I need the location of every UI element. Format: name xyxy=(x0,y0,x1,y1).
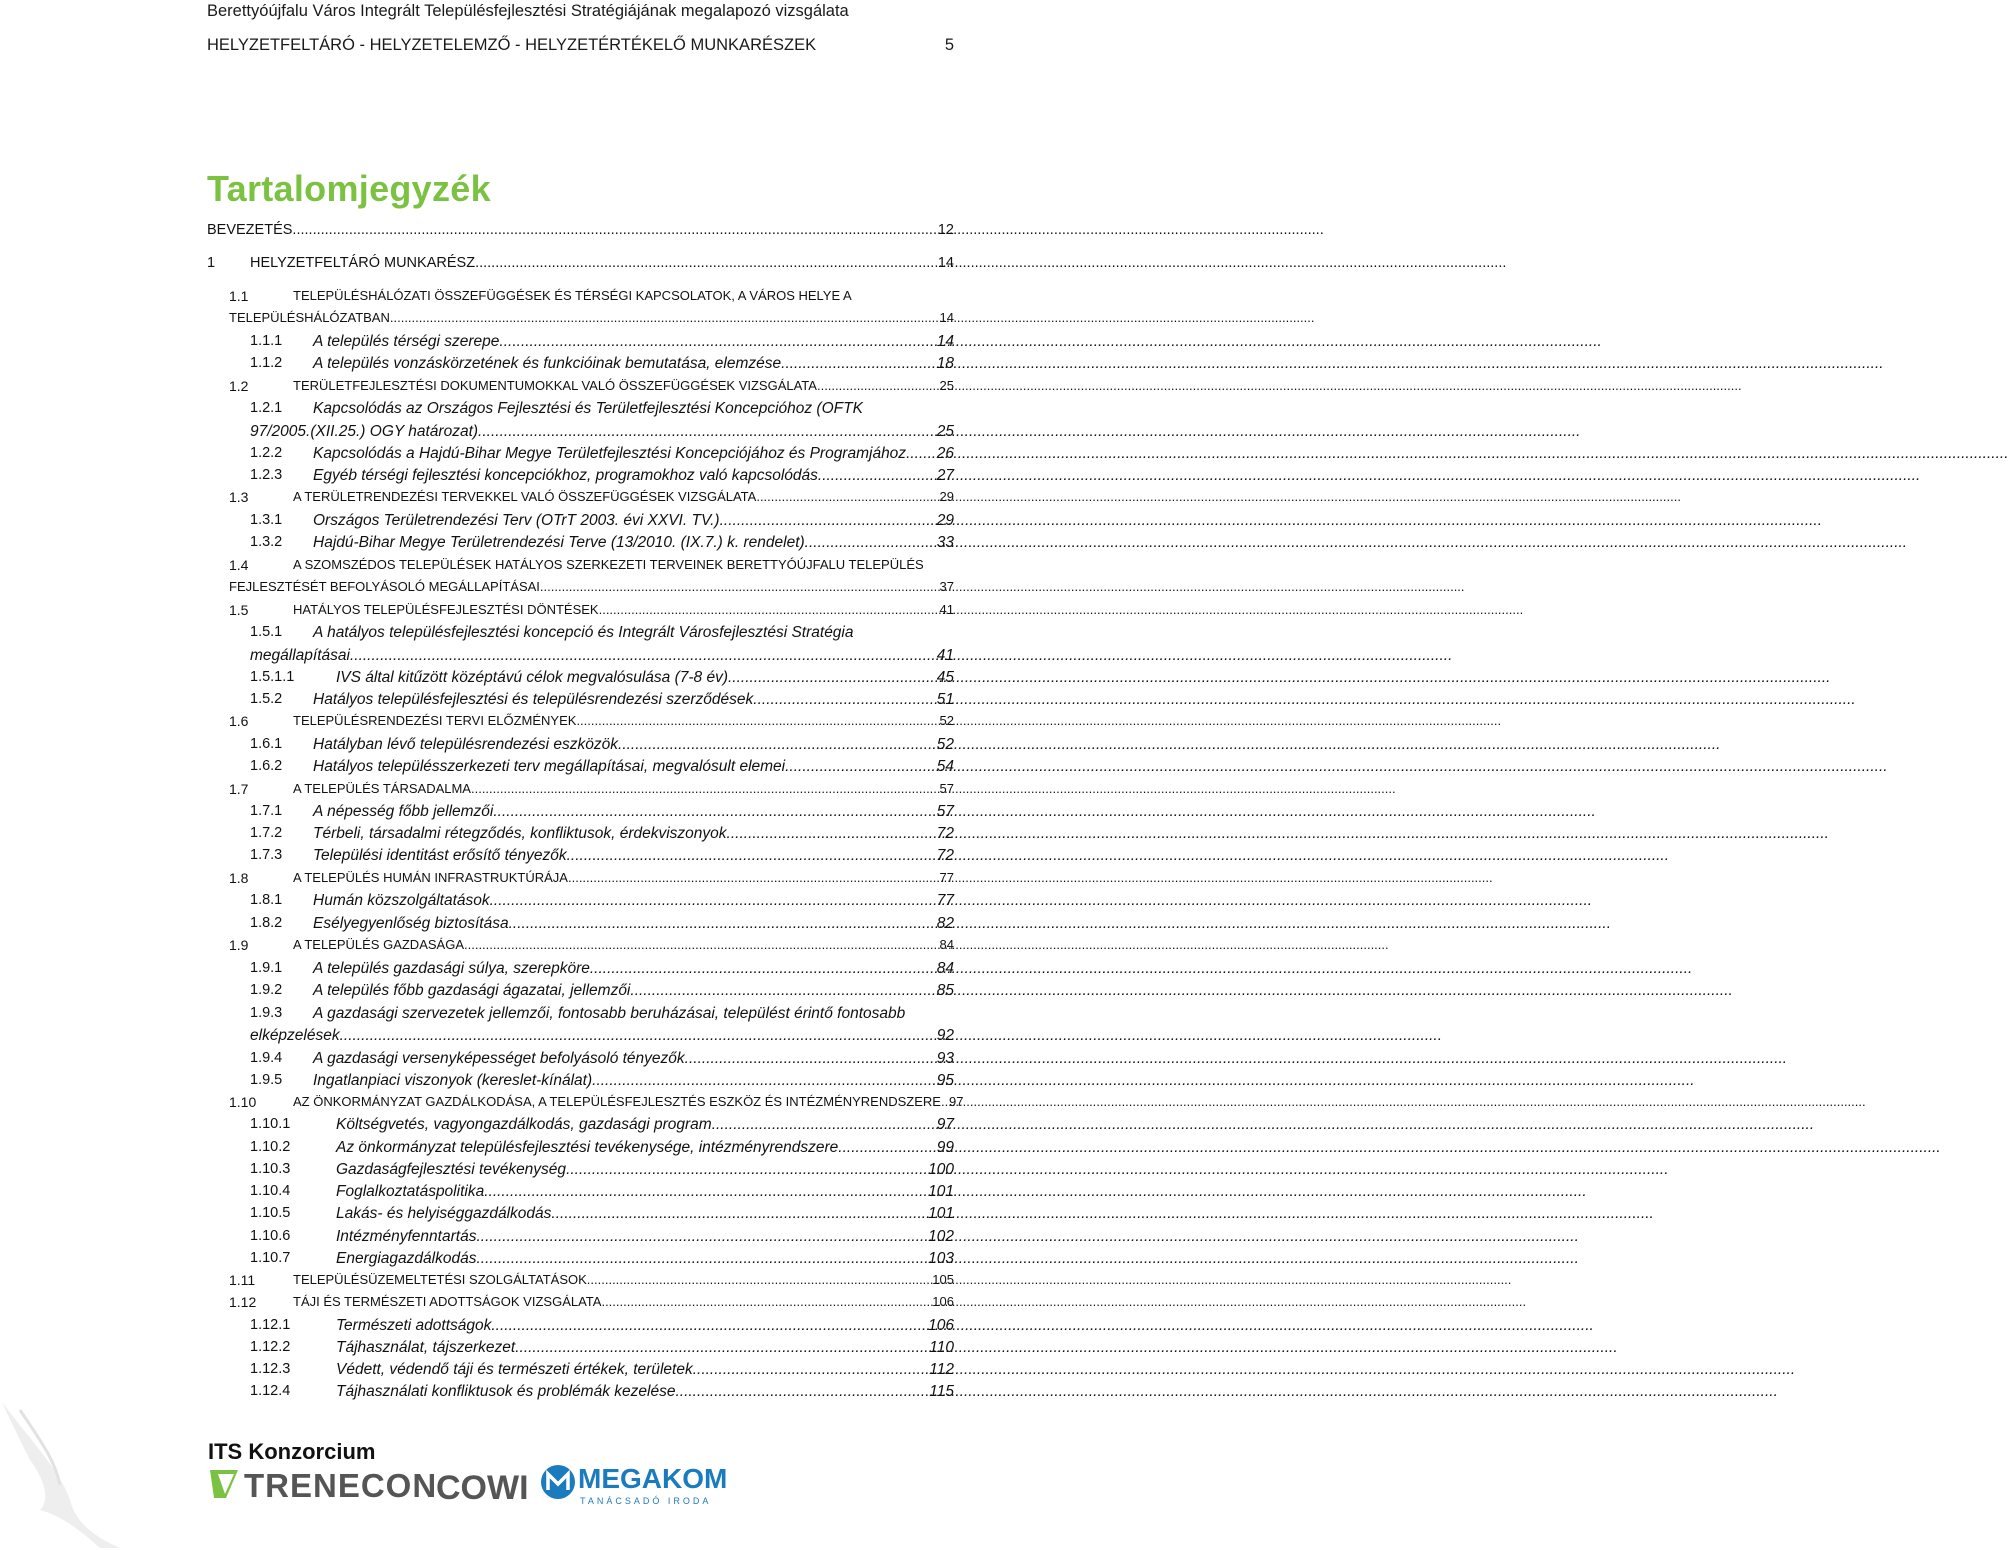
toc-entry-page: 52 xyxy=(936,736,954,753)
toc-entry[interactable] xyxy=(0,1339,960,1361)
toc-leader-dots xyxy=(478,423,937,441)
toc-leader-dots xyxy=(475,255,938,271)
toc-entry[interactable] xyxy=(0,960,960,982)
toc-entry[interactable] xyxy=(0,1027,960,1049)
toc-entry[interactable] xyxy=(0,647,960,669)
toc-entry-page: 85 xyxy=(936,982,954,999)
toc-entry-title: elképzelések xyxy=(250,1027,340,1044)
toc-entry-number: 1.8.2 xyxy=(250,915,283,931)
toc-entry-title: A TELEPÜLÉS GAZDASÁGA xyxy=(293,937,464,952)
toc-leader-dots xyxy=(756,489,939,504)
toc-entry[interactable] xyxy=(0,691,960,713)
toc-entry-number: 1.10 xyxy=(229,1094,257,1110)
toc-entry-number: 1.3 xyxy=(229,489,249,505)
toc-leader-dots xyxy=(515,1339,929,1357)
toc-leader-dots xyxy=(509,915,937,933)
toc-entry-title: Energiagazdálkodás xyxy=(336,1250,477,1267)
toc-entry-title: Költségvetés, vagyongazdálkodás, gazdasági program xyxy=(336,1116,712,1133)
toc-entry-title: TELEPÜLÉSHÁLÓZATBAN xyxy=(229,310,390,325)
toc-entry-number: 1.10.6 xyxy=(250,1228,291,1244)
toc-entry-title: BEVEZETÉS xyxy=(207,222,293,238)
toc-leader-dots xyxy=(576,713,939,728)
toc-leader-dots xyxy=(590,960,937,978)
toc-entry[interactable] xyxy=(0,1116,960,1138)
toc-entry[interactable] xyxy=(0,1294,960,1316)
toc-entry-title: A település főbb gazdasági ágazatai, jellemzői xyxy=(313,982,631,999)
toc-leader-dots xyxy=(601,1294,932,1309)
toc-entry-title: Hatályos településszerkezeti terv megállapításai, megvalósult elemei xyxy=(313,758,786,775)
toc-entry-page: 95 xyxy=(936,1072,954,1089)
toc-entry[interactable] xyxy=(0,534,960,556)
toc-entry-page: 97 xyxy=(948,1094,964,1109)
toc-entry-title: FEJLESZTÉSÉT BEFOLYÁSOLÓ MEGÁLLAPÍTÁSAI xyxy=(229,579,540,594)
table-of-contents xyxy=(0,0,964,1549)
toc-entry[interactable] xyxy=(0,758,960,780)
toc-leader-dots xyxy=(720,512,937,530)
toc-entry[interactable] xyxy=(0,915,960,937)
toc-entry-page: 84 xyxy=(936,960,954,977)
toc-entry[interactable] xyxy=(0,624,960,646)
toc-leader-dots xyxy=(493,803,936,821)
toc-leader-dots xyxy=(491,1317,928,1335)
toc-leader-dots xyxy=(941,1094,949,1109)
toc-entry-number: 1.11 xyxy=(229,1272,256,1288)
toc-entry-title: TELEPÜLÉSÜZEMELTETÉSI SZOLGÁLTATÁSOK xyxy=(293,1272,587,1287)
toc-entry-number: 1.10.3 xyxy=(250,1161,291,1177)
toc-entry-title: A gazdasági szervezetek jellemzői, fontosabb beruházásai, települést érintő fontosabb xyxy=(313,1005,906,1022)
toc-entry-page: 72 xyxy=(936,847,954,864)
toc-entry-page: 41 xyxy=(939,602,954,617)
toc-leader-dots xyxy=(693,1361,930,1379)
toc-leader-dots xyxy=(476,1250,928,1268)
toc-leader-dots xyxy=(587,1272,933,1287)
toc-entry-page: 105 xyxy=(932,1272,954,1287)
toc-entry-page: 77 xyxy=(939,870,954,885)
toc-leader-dots xyxy=(906,445,937,463)
toc-entry-title: Országos Területrendezési Terv (OTrT 2003. évi XXVI. TV.) xyxy=(313,512,720,529)
toc-entry-page: 25 xyxy=(936,423,954,440)
cowi-logo-text: COWI xyxy=(436,1469,529,1507)
toc-entry-title: A népesség főbb jellemzői xyxy=(313,803,494,820)
toc-entry-title: Kapcsolódás a Hajdú-Bihar Megye Területfejlesztési Koncepciójához és Programjához xyxy=(313,445,907,462)
toc-entry-title: A település térségi szerepe xyxy=(313,333,500,350)
toc-entry-number: 1.3.2 xyxy=(250,534,283,550)
toc-entry-title: A TERÜLETRENDEZÉSI TERVEKKEL VALÓ ÖSSZEFÜGGÉSEK VIZSGÁLATA xyxy=(293,489,757,504)
header-section-title: HELYZETFELTÁRÓ - HELYZETELEMZŐ - HELYZETÉRTÉKELŐ MUNKARÉSZEK xyxy=(207,36,817,54)
toc-entry-page: 106 xyxy=(932,1294,954,1309)
toc-entry-number: 1.12.1 xyxy=(250,1317,291,1333)
toc-entry[interactable] xyxy=(0,870,960,892)
toc-leader-dots xyxy=(618,736,937,754)
toc-entry-title: Települési identitást erősítő tényezők xyxy=(313,847,567,864)
toc-leader-dots xyxy=(350,647,937,665)
toc-entry[interactable] xyxy=(0,937,960,959)
toc-leader-dots xyxy=(728,669,937,687)
toc-entry[interactable] xyxy=(0,310,960,332)
toc-entry-number: 1.7.3 xyxy=(250,847,283,863)
toc-entry[interactable] xyxy=(0,1161,960,1183)
toc-leader-dots xyxy=(838,1139,936,1157)
toc-leader-dots xyxy=(471,781,940,796)
toc-entry[interactable] xyxy=(0,378,960,400)
toc-entry-number: 1.12.2 xyxy=(250,1339,291,1355)
toc-entry-page: 100 xyxy=(928,1161,954,1178)
toc-entry-page: 29 xyxy=(939,489,954,504)
toc-entry-title: Egyéb térségi fejlesztési koncepciókhoz, programokhoz való kapcsolódás xyxy=(313,467,818,484)
toc-leader-dots xyxy=(753,691,936,709)
toc-entry-number: 1.1 xyxy=(229,288,249,304)
toc-leader-dots xyxy=(568,870,940,885)
toc-leader-dots xyxy=(499,333,936,351)
bird-watermark-icon xyxy=(0,1400,150,1550)
toc-entry-page: 103 xyxy=(928,1250,954,1267)
footer-consortium-label: ITS Konzorcium xyxy=(208,1439,376,1464)
toc-entry-number: 1.9.3 xyxy=(250,1005,283,1021)
toc-entry[interactable] xyxy=(0,222,960,244)
toc-leader-dots xyxy=(551,1205,928,1223)
toc-entry-page: 101 xyxy=(928,1205,954,1222)
toc-entry[interactable] xyxy=(0,445,960,467)
toc-entry-page: 102 xyxy=(928,1228,954,1245)
toc-entry-number: 1.12.4 xyxy=(250,1383,291,1399)
toc-entry[interactable] xyxy=(0,982,960,1004)
toc-entry-page: 106 xyxy=(928,1317,954,1334)
header-document-title: Berettyóújfalu Város Integrált Településfejlesztési Stratégiájának megalapozó vizsgálata xyxy=(207,2,849,20)
toc-entry[interactable] xyxy=(0,557,960,579)
toc-entry-number: 1.4 xyxy=(229,557,249,573)
toc-entry-page: 115 xyxy=(929,1383,954,1400)
toc-entry-page: 26 xyxy=(936,445,954,462)
toc-entry-number: 1.9 xyxy=(229,937,249,953)
toc-entry-page: 101 xyxy=(928,1183,954,1200)
toc-entry-title: Lakás- és helyiséggazdálkodás xyxy=(336,1205,552,1222)
toc-entry-title: Hajdú-Bihar Megye Területrendezési Terve (13/2010. (IX.7.) k. rendelet) xyxy=(313,534,805,551)
toc-entry-page: 54 xyxy=(936,758,954,775)
toc-entry-number: 1.10.5 xyxy=(250,1205,291,1221)
toc-entry-title: A SZOMSZÉDOS TELEPÜLÉSEK HATÁLYOS SZERKEZETI TERVEINEK BERETTYÓÚJFALU TELEPÜLÉS xyxy=(293,557,924,572)
toc-entry-page: 93 xyxy=(936,1050,954,1067)
trenecon-logo-text: TRENECON xyxy=(244,1467,438,1504)
toc-entry[interactable] xyxy=(0,489,960,511)
toc-leader-dots xyxy=(630,982,936,1000)
toc-leader-dots xyxy=(727,825,937,843)
toc-leader-dots xyxy=(292,222,937,238)
toc-entry[interactable] xyxy=(0,400,960,422)
toc-entry-number: 1.9.1 xyxy=(250,960,283,976)
toc-entry-number: 1.2.3 xyxy=(250,467,283,483)
toc-leader-dots xyxy=(818,467,937,485)
toc-entry[interactable] xyxy=(0,1139,960,1161)
toc-entry-title: Az önkormányzat településfejlesztési tevékenysége, intézményrendszere xyxy=(336,1139,839,1156)
toc-entry[interactable] xyxy=(0,255,960,277)
toc-entry-title: A hatályos településfejlesztési koncepció és Integrált Városfejlesztési Stratégia xyxy=(313,624,854,641)
trenecon-logo xyxy=(208,1466,438,1504)
toc-entry-page: 110 xyxy=(929,1339,954,1356)
megakom-logo-subtitle: TANÁCSADÓ IRODA xyxy=(580,1496,712,1506)
toc-entry-title: TÁJI ÉS TERMÉSZETI ADOTTSÁGOK VIZSGÁLATA xyxy=(293,1294,602,1309)
toc-entry-page: 112 xyxy=(929,1361,954,1378)
toc-entry-title: IVS által kitűzött középtávú célok megvalósulása (7-8 év) xyxy=(336,669,728,686)
toc-leader-dots xyxy=(599,602,940,617)
toc-leader-dots xyxy=(490,892,937,910)
toc-entry[interactable] xyxy=(0,669,960,691)
toc-entry[interactable] xyxy=(0,1050,960,1072)
toc-entry-page: 97 xyxy=(936,1116,954,1133)
toc-entry-title: megállapításai xyxy=(250,647,350,664)
toc-entry[interactable] xyxy=(0,892,960,914)
toc-entry-number: 1.10.2 xyxy=(250,1139,291,1155)
toc-entry-page: 33 xyxy=(936,534,954,551)
toc-entry-number: 1.2.2 xyxy=(250,445,283,461)
toc-entry-page: 37 xyxy=(939,579,954,594)
toc-leader-dots xyxy=(340,1027,937,1045)
toc-leader-dots xyxy=(566,1161,928,1179)
toc-entry-page: 57 xyxy=(936,803,954,820)
toc-entry-title: AZ ÖNKORMÁNYZAT GAZDÁLKODÁSA, A TELEPÜLÉSFEJLESZTÉS ESZKÖZ ÉS INTÉZMÉNYRENDSZERE xyxy=(293,1094,941,1109)
toc-entry-number: 1.9.5 xyxy=(250,1072,283,1088)
toc-entry-title: Hatályban lévő településrendezési eszközök xyxy=(313,736,619,753)
toc-leader-dots xyxy=(464,937,940,952)
toc-entry-page: 84 xyxy=(939,937,954,952)
toc-entry[interactable] xyxy=(0,713,960,735)
toc-entry[interactable] xyxy=(0,1005,960,1027)
toc-entry-page: 52 xyxy=(939,713,954,728)
toc-entry-title: HELYZETFELTÁRÓ MUNKARÉSZ xyxy=(250,255,476,271)
toc-leader-dots xyxy=(476,1228,928,1246)
page-number: 5 xyxy=(944,36,954,54)
toc-entry-number: 1.5.1.1 xyxy=(250,669,295,685)
toc-entry-title: HATÁLYOS TELEPÜLÉSFEJLESZTÉSI DÖNTÉSEK xyxy=(293,602,599,617)
toc-entry-number: 1.5.1 xyxy=(250,624,283,640)
toc-entry-title: A település gazdasági súlya, szerepköre xyxy=(313,960,590,977)
toc-entry-number: 1.6 xyxy=(229,713,249,729)
toc-entry-title: Hatályos településfejlesztési és településrendezési szerződések xyxy=(313,691,754,708)
toc-entry-title: A TELEPÜLÉS TÁRSADALMA xyxy=(293,781,471,796)
toc-entry-page: 72 xyxy=(936,825,954,842)
toc-entry[interactable] xyxy=(0,1272,960,1294)
toc-leader-dots xyxy=(540,579,940,594)
toc-entry-title: Kapcsolódás az Országos Fejlesztési és Területfejlesztési Koncepcióhoz (OFTK xyxy=(313,400,863,417)
toc-entry-page: 29 xyxy=(936,512,954,529)
toc-entry-number: 1.5.2 xyxy=(250,691,283,707)
toc-entry-page: 57 xyxy=(939,781,954,796)
toc-entry-title: 97/2005.(XII.25.) OGY határozat) xyxy=(250,423,479,440)
toc-entry-number: 1.9.2 xyxy=(250,982,283,998)
toc-entry[interactable] xyxy=(0,1228,960,1250)
toc-entry-title: Intézményfenntartás xyxy=(336,1228,477,1245)
toc-entry-number: 1.7.1 xyxy=(250,803,283,819)
toc-entry-page: 41 xyxy=(936,647,954,664)
toc-entry[interactable] xyxy=(0,355,960,377)
toc-entry[interactable] xyxy=(0,1317,960,1339)
toc-entry-title: Védett, védendő táji és természeti értékek, területek xyxy=(336,1361,693,1378)
toc-entry-page: 14 xyxy=(936,333,954,350)
toc-leader-dots xyxy=(484,1183,928,1201)
toc-entry-number: 1.9.4 xyxy=(250,1050,283,1066)
toc-entry-page: 12 xyxy=(937,222,954,238)
toc-leader-dots xyxy=(805,534,937,552)
toc-entry[interactable] xyxy=(0,288,960,310)
toc-leader-dots xyxy=(390,310,940,325)
toc-entry-number: 1.12.3 xyxy=(250,1361,291,1377)
toc-entry[interactable] xyxy=(0,825,960,847)
toc-entry-title: Esélyegyenlőség biztosítása xyxy=(313,915,509,932)
toc-entry-number: 1.1.2 xyxy=(250,355,283,371)
toc-entry[interactable] xyxy=(0,1205,960,1227)
toc-entry-page: 27 xyxy=(936,467,954,484)
toc-entry-page: 82 xyxy=(936,915,954,932)
toc-entry-number: 1.5 xyxy=(229,602,249,618)
toc-entry[interactable] xyxy=(0,1094,964,1116)
toc-entry[interactable] xyxy=(0,602,960,624)
toc-entry-title: TELEPÜLÉSHÁLÓZATI ÖSSZEFÜGGÉSEK ÉS TÉRSÉGI KAPCSOLATOK, A VÁROS HELYE A xyxy=(293,288,852,303)
toc-leader-dots xyxy=(685,1050,937,1068)
toc-entry-page: 77 xyxy=(936,892,954,909)
toc-entry[interactable] xyxy=(0,781,960,803)
toc-entry-title: Humán közszolgáltatások xyxy=(313,892,490,909)
toc-entry-number: 1.6.2 xyxy=(250,758,283,774)
toc-entry[interactable] xyxy=(0,803,960,825)
toc-entry[interactable] xyxy=(0,467,960,489)
megakom-logo-text: MEGAKOM xyxy=(578,1463,728,1494)
toc-entry-number: 1.10.1 xyxy=(250,1116,291,1132)
toc-entry-page: 51 xyxy=(936,691,954,708)
toc-leader-dots xyxy=(592,1072,937,1090)
toc-entry-page: 14 xyxy=(937,255,954,271)
toc-entry-number: 1.8.1 xyxy=(250,892,283,908)
toc-entry-title: A TELEPÜLÉS HUMÁN INFRASTRUKTÚRÁJA xyxy=(293,870,568,885)
toc-entry-page: 99 xyxy=(936,1139,954,1156)
toc-entry-title: A gazdasági versenyképességet befolyásoló tényezők xyxy=(313,1050,685,1067)
toc-entry-number: 1.2 xyxy=(229,378,249,394)
toc-leader-dots xyxy=(817,378,940,393)
toc-entry[interactable] xyxy=(0,512,960,534)
toc-entry[interactable] xyxy=(0,1361,960,1383)
toc-entry[interactable] xyxy=(0,579,960,601)
toc-entry-title: Tájhasználat, tájszerkezet xyxy=(336,1339,516,1356)
toc-entry-title: Tájhasználati konfliktusok és problémák kezelése xyxy=(336,1383,676,1400)
toc-entry-number: 1.7 xyxy=(229,781,249,797)
toc-entry-title: Ingatlanpiaci viszonyok (kereslet-kínálat) xyxy=(313,1072,593,1089)
toc-leader-dots xyxy=(781,355,937,373)
toc-entry-title: TERÜLETFEJLESZTÉSI DOKUMENTUMOKKAL VALÓ ÖSSZEFÜGGÉSEK VIZSGÁLATA xyxy=(293,378,817,393)
toc-entry-title: Térbeli, társadalmi rétegződés, konfliktusok, érdekviszonyok xyxy=(313,825,727,842)
cowi-logo xyxy=(434,1468,534,1507)
toc-entry[interactable] xyxy=(0,736,960,758)
toc-entry-page: 18 xyxy=(936,355,954,372)
toc-entry-number: 1 xyxy=(207,255,216,271)
toc-entry-number: 1.12 xyxy=(229,1294,257,1310)
toc-entry-number: 1.6.1 xyxy=(250,736,283,752)
toc-entry[interactable] xyxy=(0,333,960,355)
toc-entry[interactable] xyxy=(0,1183,960,1205)
toc-entry-page: 14 xyxy=(939,310,954,325)
toc-leader-dots xyxy=(785,758,937,776)
toc-entry[interactable] xyxy=(0,847,960,869)
toc-leader-dots xyxy=(675,1383,929,1401)
toc-entry-number: 1.1.1 xyxy=(250,333,283,349)
toc-entry-title: TELEPÜLÉSRENDEZÉSI TERVI ELŐZMÉNYEK xyxy=(293,713,577,728)
toc-entry-number: 1.7.2 xyxy=(250,825,283,841)
toc-entry-title: Foglalkoztatáspolitika xyxy=(336,1183,485,1200)
toc-entry-number: 1.10.7 xyxy=(250,1250,291,1266)
toc-entry-title: Gazdaságfejlesztési tevékenység xyxy=(336,1161,567,1178)
toc-leader-dots xyxy=(567,847,937,865)
toc-entry[interactable] xyxy=(0,1250,960,1272)
toc-entry-number: 1.10.4 xyxy=(250,1183,291,1199)
toc-entry-page: 45 xyxy=(936,669,954,686)
toc-heading: Tartalomjegyzék xyxy=(207,168,491,209)
toc-entry-title: Természeti adottságok xyxy=(336,1317,492,1334)
toc-entry-number: 1.8 xyxy=(229,870,249,886)
toc-entry[interactable] xyxy=(0,423,960,445)
toc-entry-title: A település vonzáskörzetének és funkcióinak bemutatása, elemzése xyxy=(313,355,782,372)
toc-entry-page: 92 xyxy=(936,1027,954,1044)
toc-entry-number: 1.3.1 xyxy=(250,512,283,528)
toc-entry[interactable] xyxy=(0,1072,960,1094)
toc-leader-dots xyxy=(712,1116,937,1134)
toc-entry-number: 1.2.1 xyxy=(250,400,283,416)
toc-entry-page: 25 xyxy=(939,378,954,393)
